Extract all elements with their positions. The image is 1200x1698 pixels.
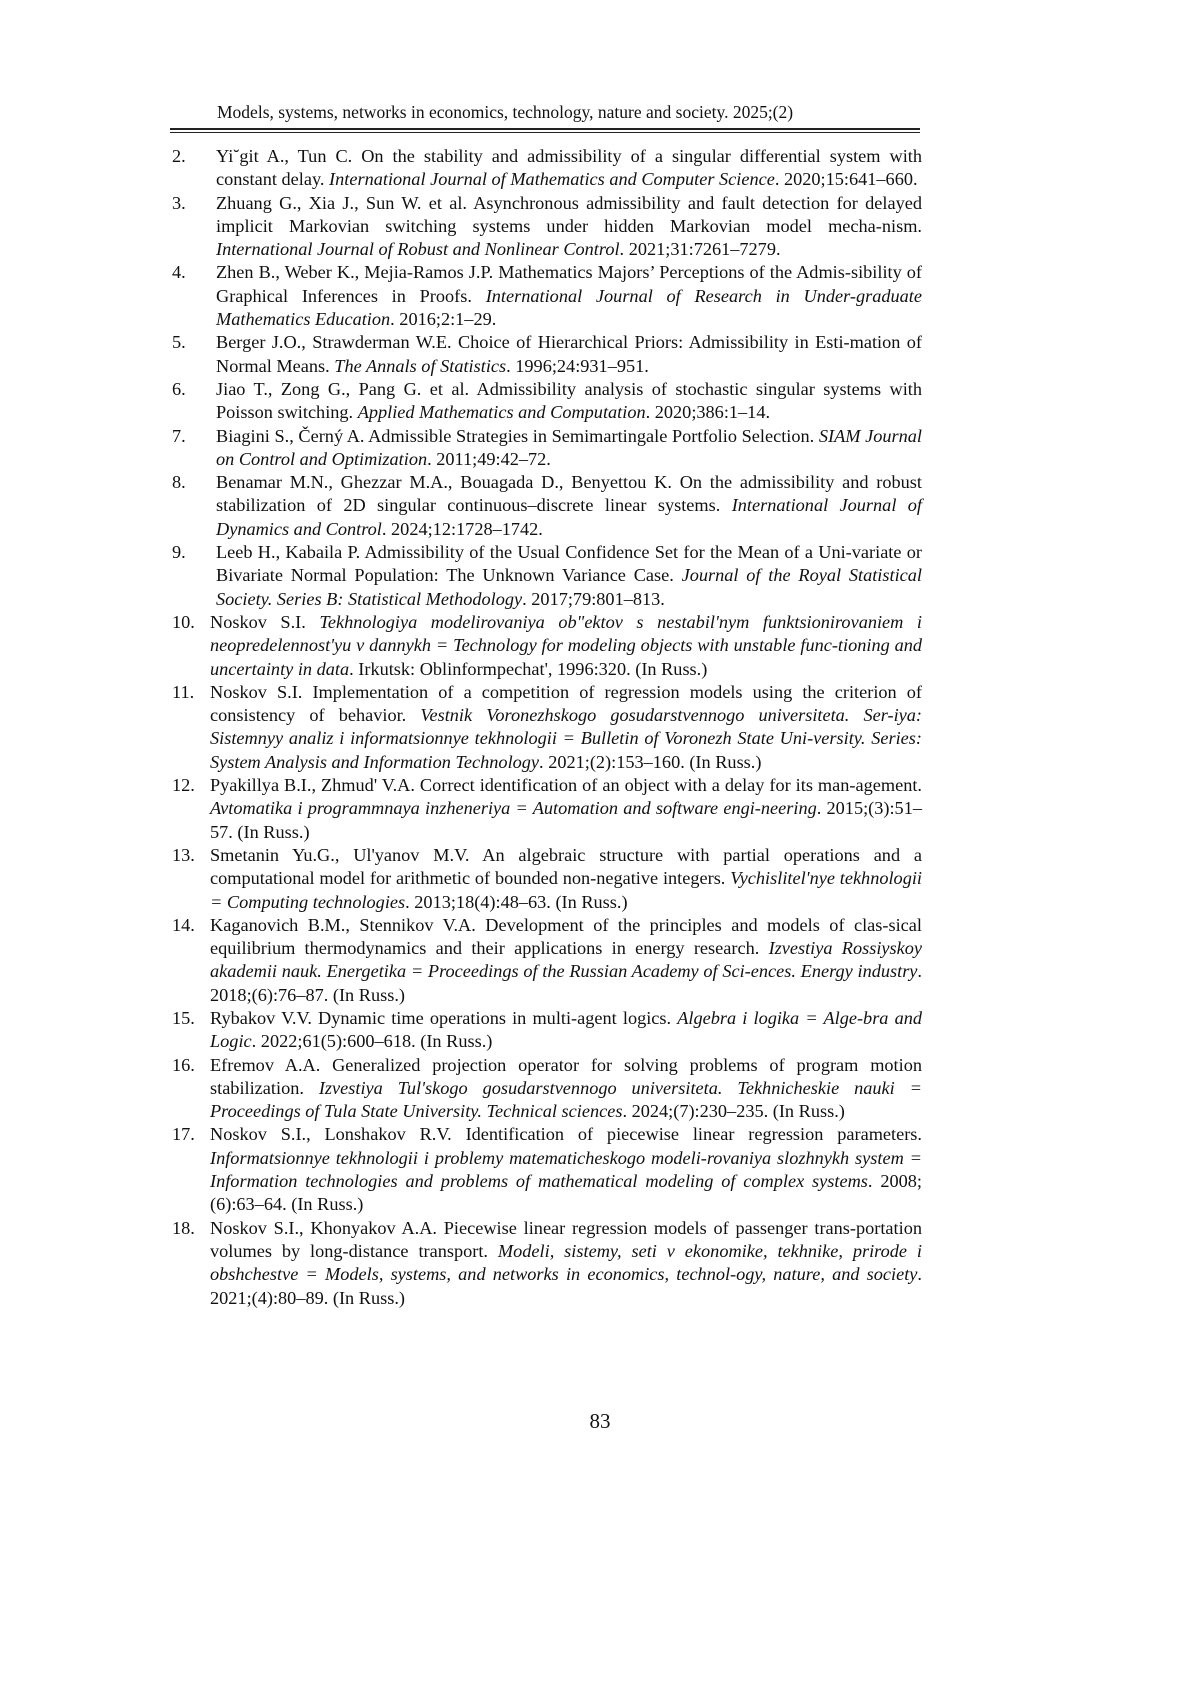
reference-text: Benamar M.N., Ghezzar M.A., Bouagada D., Benyettou K. On the admissibility and robust stabilization of 2D singular continuous–discrete linear systems. [216,472,922,516]
reference-source-title: International Journal of Robust and Nonlinear Control [216,239,620,260]
reference-number: 2. [172,146,186,166]
reference-text: Pyakillya B.I., Zhmud' V.A. Correct identification of an object with a delay for its man-agement. [210,775,922,796]
reference-number: 9. [172,542,186,563]
reference-text: Noskov S.I. [210,611,320,632]
reference-text: Rybakov V.V. Dynamic time operations in multi-agent logics. [210,1007,678,1028]
reference-text: Noskov S.I. Implementation of a competition of regression models using the criterion of consistency of behavior. [210,681,922,726]
reference-item [172,914,922,1007]
reference-number: 8. [172,472,186,493]
reference-source-title: Journal of the Royal Statistical Society. Series B: Statistical Methodology [216,565,922,609]
reference-details: . 2024;12:1728–1742. [381,518,543,539]
reference-item [172,541,922,611]
reference-item [172,192,922,262]
reference-number: 13. [172,844,195,865]
reference-number: 18. [172,1217,195,1238]
reference-item [172,1007,922,1054]
reference-item [172,331,922,378]
reference-text: Zhuang G., Xia J., Sun W. et al. Asynchronous admissibility and fault detection for delayed implicit Markovian switching systems under hidden Markovian model mecha-nism. [216,192,922,236]
reference-text: Noskov S.I., Lonshakov R.V. Identification of piecewise linear regression parameters. [210,1124,922,1145]
reference-details: . 2016;2:1–29. [390,309,497,330]
reference-details: . 2021;(2):153–160. (In Russ.) [539,751,762,772]
reference-source-title: The Annals of Statistics [334,355,507,376]
reference-number: 3. [172,192,186,213]
reference-text: Berger J.O., Strawderman W.E. Choice of Hierarchical Priors: Admissibility in Esti-mation of Normal Means. [216,332,922,376]
reference-item [172,261,922,331]
reference-text: Yi˘git A., Tun C. On the stability and admissibility of a singular differential system with constant delay. [216,146,922,190]
reference-item [172,471,922,541]
reference-item [172,145,922,192]
reference-source-title: Avtomatika i programmnaya inzheneriya = Automation and software engi-neering [210,798,817,819]
reference-source-title: Vestnik Voronezhskogo gosudarstvennogo universiteta. Ser-iya: Sistemnyy analiz i informatsionnye tekhnologii = Bulletin of Voronezh State Uni-versity. Series: System Analysis and Information Technology [210,705,922,772]
reference-item [172,1123,922,1216]
reference-source-title: SIAM Journal on Control and Optimization [216,425,922,469]
reference-item [172,1217,922,1310]
reference-item [172,1054,922,1124]
reference-list [172,145,922,1310]
reference-details: . 2024;(7):230–235. (In Russ.) [622,1101,845,1122]
reference-number: 10. [172,611,195,632]
reference-details: . 2013;18(4):48–63. (In Russ.) [405,891,628,912]
reference-item [172,611,922,681]
reference-text: Efremov A.A. Generalized projection operator for solving problems of program motion stabilization. [210,1054,922,1098]
reference-source-title: Izvestiya Rossiyskoy akademii nauk. Energetika = Proceedings of the Russian Academy of Sci-ences. Energy industry [210,938,922,982]
reference-source-title: Informatsionnye tekhnologii i problemy matematicheskogo modeli-rovaniya slozhnykh system = Information technologies and problems of mathematical modeling of complex systems [210,1147,922,1192]
reference-text: Zhen B., Weber K., Mejia-Ramos J.P. Mathematics Majors’ Perceptions of the Admis-sibility of Graphical Inferences in Proofs. [216,262,922,306]
reference-number: 16. [172,1054,195,1075]
reference-number: 11. [172,681,195,702]
reference-source-title: Tekhnologiya modelirovaniya ob"ektov s nestabil'nym funktsionirovaniem i neopredelennost'yu v dannykh = Technology for modeling objects with unstable func-tioning and uncertainty in data [210,611,922,679]
reference-text: Biagini S., Černý A. Admissible Strategies in Semimartingale Portfolio Selection. [216,425,819,446]
header-rule-top [170,128,920,130]
reference-number: 17. [172,1124,195,1145]
reference-text: Smetanin Yu.G., Ul'yanov M.V. An algebraic structure with partial operations and a computational model for arithmetic of bounded non-negative integers. [210,844,922,889]
reference-details: . 2021;31:7261–7279. [619,239,781,260]
header-rule-bottom [170,132,920,133]
running-head: Models, systems, networks in economics, technology, nature and society. 2025;(2) [217,102,794,122]
reference-number: 7. [172,425,186,446]
reference-item [172,681,922,774]
reference-text: Kaganovich B.M., Stennikov V.A. Development of the principles and models of clas-sical equilibrium thermodynamics and their applications in energy research. [210,914,922,959]
reference-details: . 1996;24:931–951. [506,355,649,376]
reference-details: . 2011;49:42–72. [427,448,551,469]
reference-details: . 2018;(6):76–87. (In Russ.) [210,961,922,1005]
reference-details: . 2022;61(5):600–618. (In Russ.) [251,1031,493,1052]
reference-details: . 2015;(3):51–57. (In Russ.) [210,798,922,842]
reference-details: . Irkutsk: Oblinformpechat', 1996:320. (In Russ.) [349,658,708,679]
reference-number: 5. [172,332,186,353]
reference-details: . 2017;79:801–813. [522,588,665,609]
reference-text: Leeb H., Kabaila P. Admissibility of the Usual Confidence Set for the Mean of a Uni-variate or Bivariate Normal Population: The Unknown Variance Case. [216,542,922,586]
reference-source-title: International Journal of Dynamics and Control [216,495,922,539]
page-number: 83 [589,1409,611,1433]
reference-source-title: Vychislitel'nye tekhnologii = Computing technologies [210,868,922,912]
reference-number: 15. [172,1007,195,1028]
reference-details: . 2020;15:641–660. [774,169,918,190]
reference-source-title: Izvestiya Tul'skogo gosudarstvennogo universiteta. Tekhnicheskie nauki = Proceedings of Tula State University. Technical sciences [210,1077,922,1122]
reference-source-title: International Journal of Mathematics and Computer Science [329,169,775,190]
reference-source-title: Applied Mathematics and Computation [357,402,646,423]
reference-source-title: Algebra i logika = Alge-bra and Logic [210,1007,923,1052]
reference-number: 12. [172,775,195,796]
reference-text: Jiao T., Zong G., Pang G. et al. Admissibility analysis of stochastic singular systems with Poisson switching. [216,378,922,423]
reference-item [172,844,922,914]
reference-item [172,774,922,844]
reference-item [172,425,922,472]
reference-text: Noskov S.I., Khonyakov A.A. Piecewise linear regression models of passenger trans-portation volumes by long-distance transport. [210,1217,922,1261]
reference-number: 14. [172,914,195,935]
reference-details: . 2008;(6):63–64. (In Russ.) [210,1171,922,1215]
reference-number: 6. [172,378,186,399]
reference-source-title: Modeli, sistemy, seti v ekonomike, tekhnike, prirode i obshchestve = Models, systems, and networks in economics, technol-ogy, nature, and society [210,1240,922,1285]
reference-source-title: International Journal of Research in Under-graduate Mathematics Education [216,285,922,330]
reference-number: 4. [172,262,186,283]
reference-details: . 2021;(4):80–89. (In Russ.) [210,1264,922,1308]
reference-details: . 2020;386:1–14. [645,402,771,423]
reference-item [172,378,922,425]
